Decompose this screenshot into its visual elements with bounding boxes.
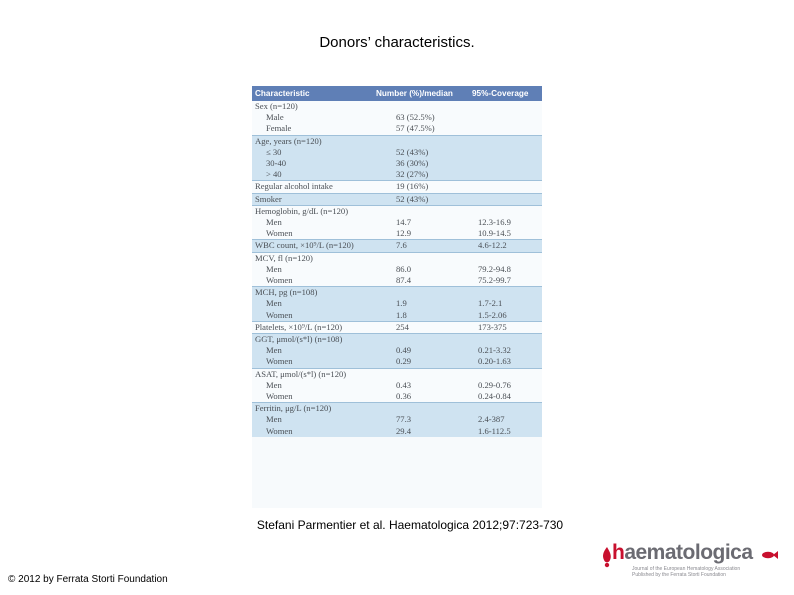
header-coverage: 95%-Coverage	[466, 86, 542, 101]
row-number-median: 57 (47.5%)	[370, 123, 466, 135]
citation: Stefani Parmentier et al. Haematologica 2012;97:723-730	[256, 518, 564, 532]
row-characteristic: > 40	[252, 169, 370, 181]
row-characteristic: Women	[252, 275, 370, 287]
row-number-median: 12.9	[370, 228, 466, 240]
row-coverage	[466, 403, 542, 415]
row-characteristic: WBC count, ×10⁹/L (n=120)	[252, 240, 370, 252]
row-characteristic: ASAT, μmol/(s*l) (n=120)	[252, 368, 370, 380]
row-number-median: 1.9	[370, 298, 466, 309]
row-characteristic: Hemoglobin, g/dL (n=120)	[252, 205, 370, 217]
row-number-median: 52 (43%)	[370, 193, 466, 205]
row-number-median: 19 (16%)	[370, 181, 466, 193]
table-row	[252, 414, 542, 425]
donor-characteristics-table-image	[252, 86, 542, 508]
row-characteristic: Sex (n=120)	[252, 101, 370, 112]
row-characteristic: Men	[252, 298, 370, 309]
row-characteristic: Regular alcohol intake	[252, 181, 370, 193]
table-row	[252, 264, 542, 275]
table-row	[252, 169, 542, 181]
row-number-median	[370, 252, 466, 264]
row-coverage: 1.6-112.5	[466, 426, 542, 437]
logo-wordmark: haematologica	[612, 541, 753, 564]
row-number-median: 7.6	[370, 240, 466, 252]
row-characteristic: Male	[252, 112, 370, 123]
table-row	[252, 193, 542, 205]
table-row	[252, 321, 542, 333]
row-number-median	[370, 101, 466, 112]
row-number-median: 63 (52.5%)	[370, 112, 466, 123]
table-row	[252, 287, 542, 299]
table-row	[252, 112, 542, 123]
row-characteristic: MCV, fl (n=120)	[252, 252, 370, 264]
row-coverage: 79.2-94.8	[466, 264, 542, 275]
table-row	[252, 217, 542, 228]
row-coverage: 0.21-3.32	[466, 345, 542, 356]
row-characteristic: Female	[252, 123, 370, 135]
row-coverage: 173-375	[466, 321, 542, 333]
table-row	[252, 252, 542, 264]
row-characteristic: Women	[252, 391, 370, 403]
table-row	[252, 240, 542, 252]
table-row	[252, 310, 542, 322]
row-characteristic: Men	[252, 414, 370, 425]
row-coverage: 2.4-387	[466, 414, 542, 425]
row-coverage	[466, 368, 542, 380]
row-characteristic: Platelets, ×10⁹/L (n=120)	[252, 321, 370, 333]
table-row	[252, 298, 542, 309]
table-row	[252, 380, 542, 391]
row-coverage	[466, 123, 542, 135]
row-characteristic: 30-40	[252, 158, 370, 169]
logo-tagline-2: Published by the Ferrata Storti Foundation	[632, 572, 726, 578]
row-characteristic: Men	[252, 380, 370, 391]
header-characteristic: Characteristic	[252, 86, 370, 101]
row-number-median	[370, 287, 466, 299]
row-number-median: 77.3	[370, 414, 466, 425]
table-body	[252, 101, 542, 437]
row-coverage	[466, 158, 542, 169]
logo-tagline-1: Journal of the European Hematology Association	[632, 566, 741, 572]
row-characteristic: ≤ 30	[252, 147, 370, 158]
row-coverage	[466, 287, 542, 299]
row-coverage: 75.2-99.7	[466, 275, 542, 287]
row-number-median: 36 (30%)	[370, 158, 466, 169]
table-row	[252, 181, 542, 193]
row-number-median: 29.4	[370, 426, 466, 437]
row-coverage: 12.3-16.9	[466, 217, 542, 228]
table-row	[252, 205, 542, 217]
row-coverage	[466, 205, 542, 217]
row-number-median: 87.4	[370, 275, 466, 287]
row-number-median: 0.29	[370, 356, 466, 368]
row-coverage: 1.5-2.06	[466, 310, 542, 322]
table-row	[252, 356, 542, 368]
table-row	[252, 123, 542, 135]
table-row	[252, 275, 542, 287]
row-number-median: 86.0	[370, 264, 466, 275]
row-coverage	[466, 147, 542, 158]
row-characteristic: Men	[252, 345, 370, 356]
table-row	[252, 101, 542, 112]
row-characteristic: Women	[252, 426, 370, 437]
row-characteristic: Ferritin, μg/L (n=120)	[252, 403, 370, 415]
row-coverage: 10.9-14.5	[466, 228, 542, 240]
row-coverage: 4.6-12.2	[466, 240, 542, 252]
row-number-median: 254	[370, 321, 466, 333]
row-characteristic: Men	[252, 217, 370, 228]
row-coverage	[466, 112, 542, 123]
row-characteristic: Men	[252, 264, 370, 275]
table-row	[252, 368, 542, 380]
row-characteristic: Women	[252, 228, 370, 240]
table-row	[252, 426, 542, 437]
row-number-median: 14.7	[370, 217, 466, 228]
row-characteristic: MCH, pg (n=108)	[252, 287, 370, 299]
row-coverage	[466, 252, 542, 264]
row-characteristic: Smoker	[252, 193, 370, 205]
row-coverage: 0.24-0.84	[466, 391, 542, 403]
row-coverage: 0.29-0.76	[466, 380, 542, 391]
row-characteristic: Age, years (n=120)	[252, 135, 370, 147]
row-number-median: 0.43	[370, 380, 466, 391]
row-coverage	[466, 181, 542, 193]
table-row	[252, 334, 542, 346]
row-number-median: 0.49	[370, 345, 466, 356]
table-row	[252, 147, 542, 158]
haematologica-logo	[600, 542, 780, 578]
row-number-median: 52 (43%)	[370, 147, 466, 158]
copyright-notice: © 2012 by Ferrata Storti Foundation	[8, 574, 168, 585]
row-coverage	[466, 334, 542, 346]
row-number-median	[370, 135, 466, 147]
donor-characteristics-table	[252, 86, 542, 437]
table-row	[252, 403, 542, 415]
row-characteristic: Women	[252, 310, 370, 322]
foundation-emblem-icon	[760, 550, 778, 560]
row-number-median	[370, 403, 466, 415]
row-number-median: 32 (27%)	[370, 169, 466, 181]
row-number-median	[370, 334, 466, 346]
table-row	[252, 135, 542, 147]
table-header	[252, 86, 542, 101]
table-row	[252, 391, 542, 403]
table-row	[252, 228, 542, 240]
header-number-median: Number (%)/median	[370, 86, 466, 101]
row-characteristic: GGT, μmol/(s*l) (n=108)	[252, 334, 370, 346]
row-number-median: 0.36	[370, 391, 466, 403]
row-coverage	[466, 135, 542, 147]
row-coverage	[466, 101, 542, 112]
row-coverage	[466, 169, 542, 181]
row-coverage: 0.20-1.63	[466, 356, 542, 368]
table-row	[252, 345, 542, 356]
table-row	[252, 158, 542, 169]
row-number-median	[370, 368, 466, 380]
row-characteristic: Women	[252, 356, 370, 368]
row-coverage	[466, 193, 542, 205]
table-header-row	[252, 86, 542, 101]
row-number-median: 1.8	[370, 310, 466, 322]
row-number-median	[370, 205, 466, 217]
slide-title: Donors’ characteristics.	[319, 34, 475, 51]
row-coverage: 1.7-2.1	[466, 298, 542, 309]
